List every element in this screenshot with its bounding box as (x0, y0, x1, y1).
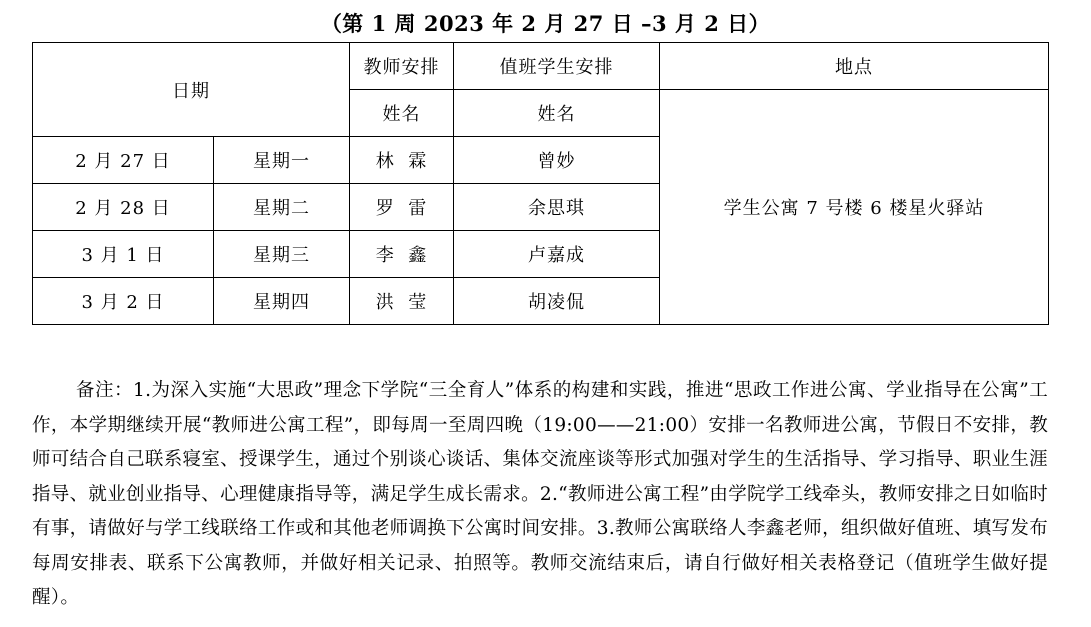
schedule-title: （第 1 周 2023 年 2 月 27 日 –3 月 2 日） (320, 11, 771, 36)
header-row (33, 43, 1049, 90)
teacher-cell: 罗 雷 (350, 184, 454, 231)
teacher-cell: 李 鑫 (350, 231, 454, 278)
date-cell: 2 月 27 日 (33, 137, 214, 184)
weekday-cell: 星期一 (214, 137, 350, 184)
teacher-cell: 林 霖 (350, 137, 454, 184)
header-student-name: 姓名 (454, 90, 660, 137)
header-student: 值班学生安排 (454, 43, 660, 90)
student-cell: 卢嘉成 (454, 231, 660, 278)
schedule-table (32, 42, 1049, 325)
date-cell: 3 月 1 日 (33, 231, 214, 278)
header-location: 地点 (660, 43, 1049, 90)
date-cell: 2 月 28 日 (33, 184, 214, 231)
student-cell: 胡凌侃 (454, 278, 660, 325)
notes-paragraph: 备注：1.为深入实施“大思政”理念下学院“三全育人”体系的构建和实践，推进“思政工作进公寓、学业指导在公寓”工作，本学期继续开展“教师进公寓工程”，即每周一至周四晚（19:00——21:00）安排一名教师进公寓，节假日不安排，教师可结合自己联系寝室、授课学生，通过个别谈心谈话、集体交流座谈等形式加强对学生的生活指导、学习指导、职业生涯指导、就业创业指导、心理健康指导等，满足学生成长需求。2.“教师进公寓工程”由学院学工线牵头，教师安排之日如临时有事，请做好与学工线联络工作或和其他老师调换下公寓时间安排。3.教师公寓联络人李鑫老师，组织做好值班、填写发布每周安排表、联系下公寓教师，并做好相关记录、拍照等。教师交流结束后，请自行做好相关表格登记（值班学生做好提醒）。 (32, 380, 1048, 608)
weekday-cell: 星期三 (214, 231, 350, 278)
student-cell: 曾妙 (454, 137, 660, 184)
date-cell: 3 月 2 日 (33, 278, 214, 325)
location-cell: 学生公寓 7 号楼 6 楼星火驿站 (660, 90, 1049, 325)
header-teacher-name: 姓名 (350, 90, 454, 137)
header-teacher: 教师安排 (350, 43, 454, 90)
student-cell: 余思琪 (454, 184, 660, 231)
weekday-cell: 星期二 (214, 184, 350, 231)
teacher-cell: 洪 莹 (350, 278, 454, 325)
header-date: 日期 (33, 43, 350, 137)
weekday-cell: 星期四 (214, 278, 350, 325)
